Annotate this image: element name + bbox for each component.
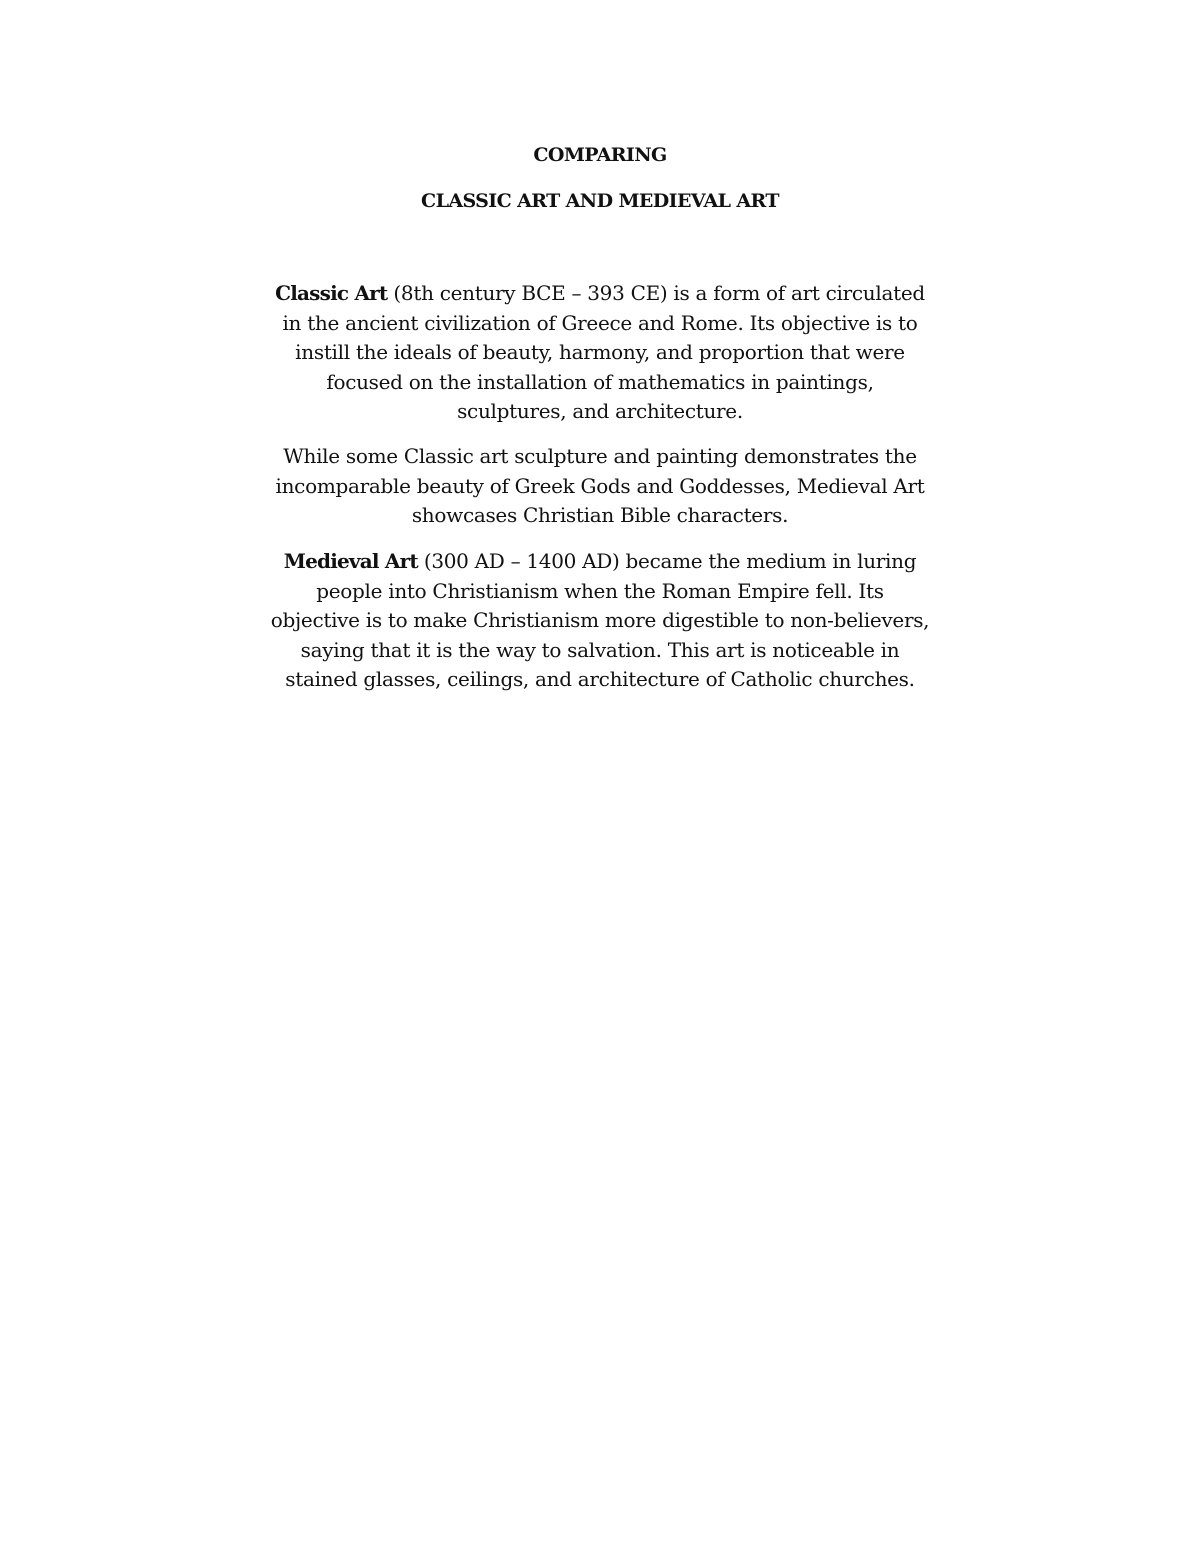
paragraph-medieval-art — [270, 547, 930, 695]
paragraph-comparison — [270, 442, 930, 531]
document-title-line-1: COMPARING — [533, 144, 667, 166]
classic-art-term: Classic Art — [275, 281, 388, 305]
document-title-line-2: CLASSIC ART AND MEDIEVAL ART — [421, 190, 779, 212]
comparison-text: While some Classic art sculpture and painting demonstrates the incomparable beauty of Greek Gods and Goddesses, Medieval Art showcases Christian Bible characters. — [275, 444, 925, 528]
medieval-art-description: (300 AD – 1400 AD) became the medium in luring people into Christianism when the Roman Empire fell. Its objective is to make Christianism more digestible to non-believers, saying that it is the way to salvation. This art is noticeable in stained glasses, ceilings, and architecture of Catholic churches. — [270, 549, 930, 692]
paragraph-classic-art — [270, 279, 930, 427]
classic-art-description: (8th century BCE – 393 CE) is a form of art circulated in the ancient civilization of Greece and Rome. Its objective is to instill the ideals of beauty, harmony, and proportion that were focused on the installation of mathematics in paintings, sculptures, and architecture. — [282, 281, 925, 424]
medieval-art-term: Medieval Art — [283, 549, 418, 573]
